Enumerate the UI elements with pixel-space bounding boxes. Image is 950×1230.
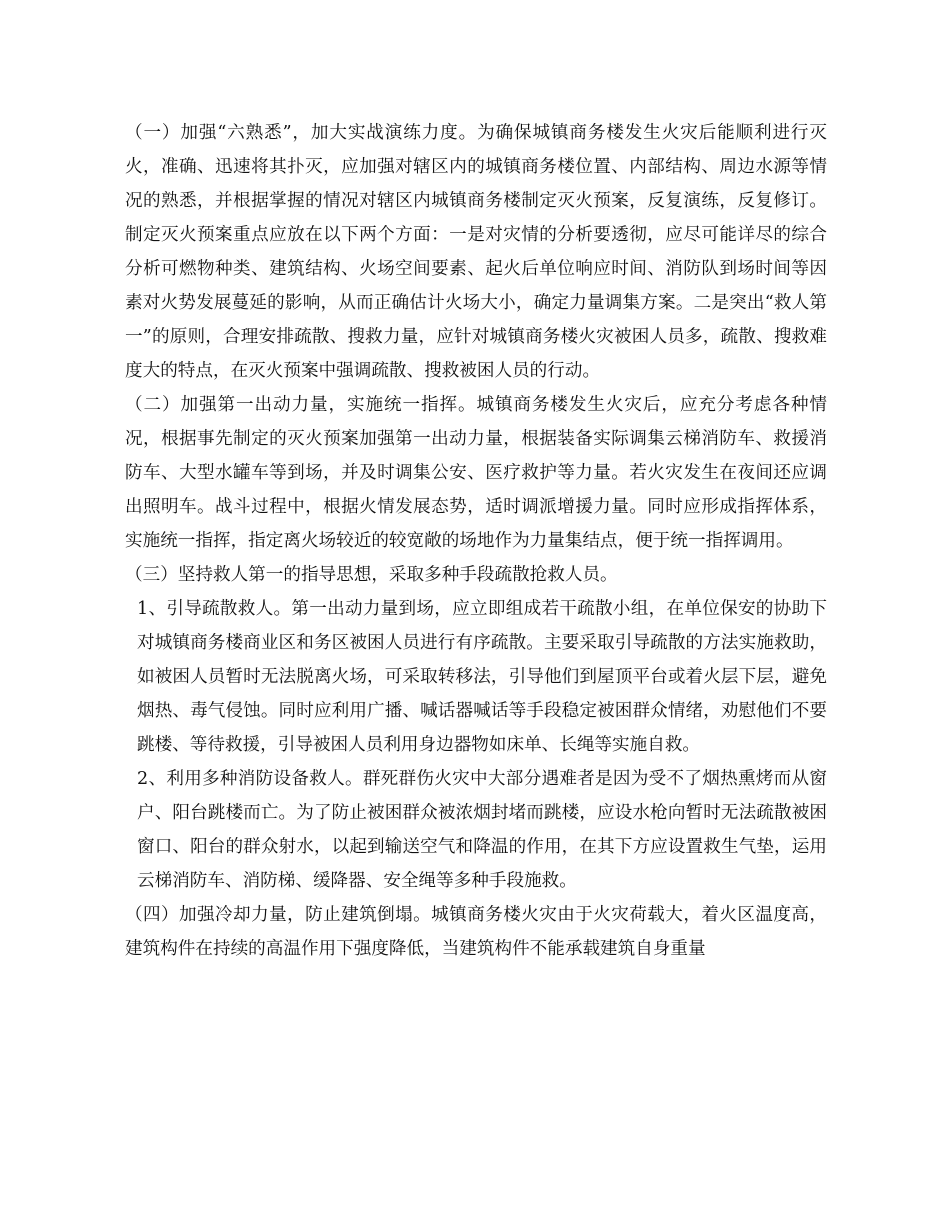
paragraph-section-2: （二）加强第一出动力量，实施统一指挥。城镇商务楼发生火灾后，应充分考虑各种情况，根据事先制定的灭火预案加强第一出动力量，根据装备实际调集云梯消防车、救援消防车、大型水罐车等到场，并及时调集公安、医疗救护等力量。若火灾发生在夜间还应调出照明车。战斗过程中，根据火情发展态势，适时调派增援力量。同时应形成指挥体系，实施统一指挥，指定离火场较近的较宽敞的场地作为力量集结点，便于统一指挥调用。 <box>125 395 827 551</box>
paragraph-section-3-heading: （三）坚持救人第一的指导思想，采取多种手段疏散抢救人员。 <box>125 565 618 585</box>
paragraph-section-1: （一）加强“六熟悉”，加大实战演练力度。为确保城镇商务楼发生火灾后能顺利进行灭火，准确、迅速将其扑灭，应加强对辖区内的城镇商务楼位置、内部结构、周边水源等情况的熟悉，并根据掌握的情况对辖区内城镇商务楼制定灭火预案，反复演练，反复修订。制定灭火预案重点应放在以下两个方面：一是对灾情的分析要透彻，应尽可能详尽的综合分析可燃物种类、建筑结构、火场空间要素、起火后单位响应时间、消防队到场时间等因素对火势发展蔓延的影响，从而正确估计火场大小，确定力量调集方案。二是突出“救人第一”的原则，合理安排疏散、搜救力量，应针对城镇商务楼火灾被困人员多，疏散、搜救难度大的特点，在灭火预案中强调疏散、搜救被困人员的行动。 <box>125 123 827 381</box>
paragraph-item-1: 1、引导疏散救人。第一出动力量到场，应立即组成若干疏散小组，在单位保安的协助下对城镇商务楼商业区和务区被困人员进行有序疏散。主要采取引导疏散的方法实施救助，如被困人员暂时无法脱离火场，可采取转移法，引导他们到屋顶平台或着火层下层，避免烟热、毒气侵蚀。同时应利用广播、喊话器喊话等手段稳定被困群众情绪，劝慰他们不要跳楼、等待救援，引导被困人员利用身边器物如床单、长绳等实施自救。 <box>137 599 827 755</box>
paragraph-section-4: （四）加强冷却力量，防止建筑倒塌。城镇商务楼火灾由于火灾荷载大，着火区温度高，建筑构件在持续的高温作用下强度降低，当建筑构件不能承载建筑自身重量 <box>125 905 827 959</box>
document-body <box>125 116 827 966</box>
paragraph-item-2: 2、利用多种消防设备救人。群死群伤火灾中大部分遇难者是因为受不了烟热熏烤而从窗户、阳台跳楼而亡。为了防止被困群众被浓烟封堵而跳楼，应设水枪向暂时无法疏散被困窗口、阳台的群众射水，以起到输送空气和降温的作用，在其下方应设置救生气垫，运用云梯消防车、消防梯、缓降器、安全绳等多种手段施救。 <box>137 769 827 891</box>
